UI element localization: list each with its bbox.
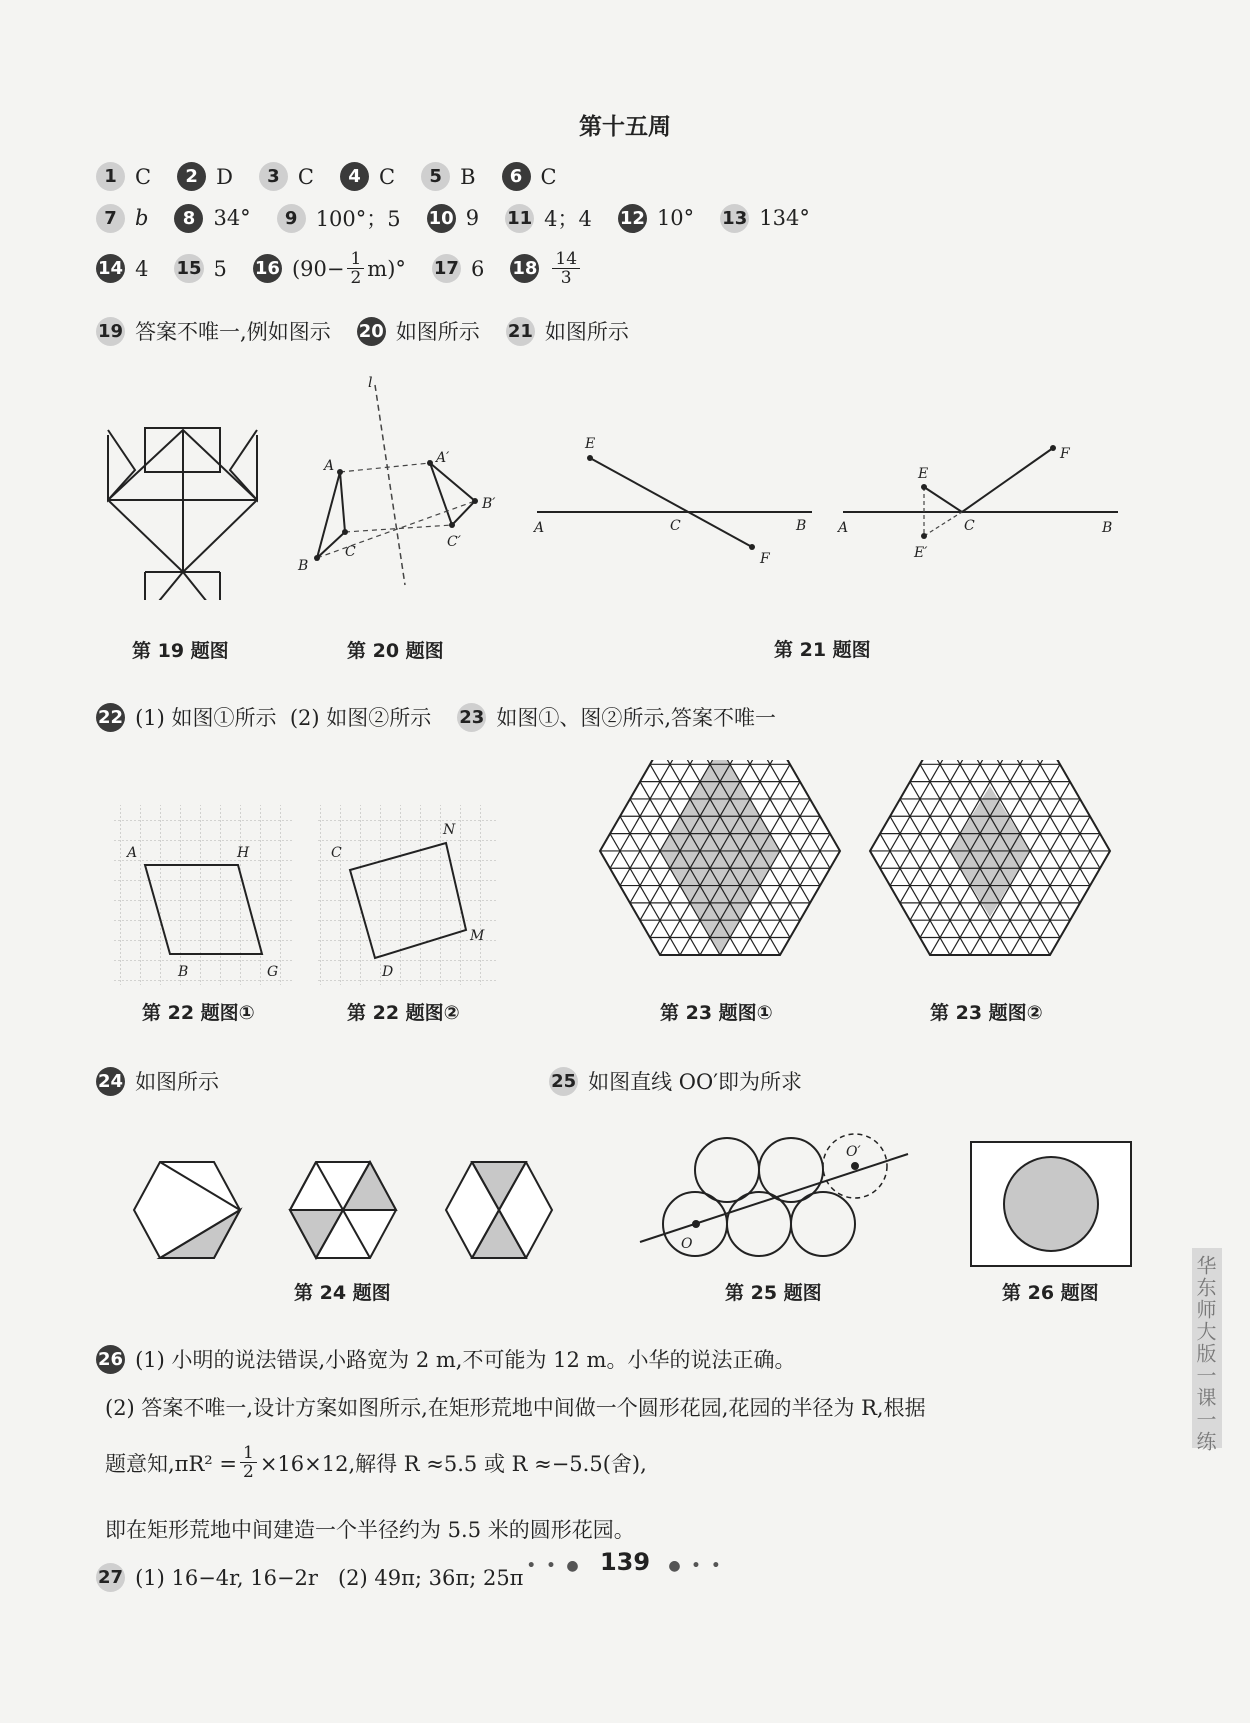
- label-M: M: [470, 928, 485, 944]
- fraction: [240, 1444, 257, 1481]
- answer-value: 如图所示: [135, 1070, 220, 1094]
- question-number: 7: [96, 204, 125, 233]
- question-number: 4: [340, 162, 369, 191]
- label-C: C: [964, 518, 975, 534]
- label-A: A: [838, 520, 849, 536]
- grid-line: [1090, 760, 1250, 1000]
- dots-right: ● • •: [668, 1558, 724, 1574]
- answer-value: D: [216, 164, 233, 189]
- answer-row-22: [96, 702, 802, 732]
- answer-value: (1) 如图①所示 (2) 如图②所示: [135, 706, 432, 730]
- label-B-prime: B′: [482, 496, 496, 512]
- question-number: 24: [96, 1067, 125, 1096]
- question-number: 13: [720, 204, 749, 233]
- figure-24c: [446, 1162, 552, 1258]
- figure-21a: [532, 436, 812, 567]
- question-number: 18: [510, 254, 539, 283]
- fraction-denominator: 3: [560, 268, 572, 288]
- caption-fig26: 第 26 题图: [1002, 1282, 1099, 1304]
- question-number: 11: [505, 204, 534, 233]
- answer-value: 134°: [759, 206, 810, 230]
- answer-value: 9: [465, 206, 480, 230]
- answer-value: 5: [213, 256, 227, 281]
- label-A: A: [127, 845, 138, 861]
- answer-26-line-3: [105, 1444, 647, 1481]
- caption-fig23a: 第 23 题图①: [660, 1002, 773, 1024]
- answer-value: (1) 16−4r, 16−2r (2) 49π; 36π; 25π: [135, 1565, 524, 1590]
- fraction-numerator: 1: [240, 1444, 257, 1463]
- formula-part-1: 题意知,πR² =: [105, 1451, 237, 1476]
- label-B: B: [178, 964, 189, 980]
- page-title: 第十五周: [579, 113, 671, 140]
- figure-19: [108, 428, 257, 600]
- grid-line: [1110, 760, 1250, 1000]
- label-C: C: [670, 518, 681, 534]
- caption-fig22a: 第 22 题图①: [142, 1002, 255, 1024]
- question-number: 17: [432, 254, 461, 283]
- fraction: [552, 250, 580, 287]
- caption-fig20: 第 20 题图: [347, 640, 444, 662]
- figure-24b: [290, 1162, 396, 1258]
- answer-value: 4；4: [544, 207, 592, 231]
- answer-value: 10°: [656, 206, 695, 230]
- fraction-numerator: 1: [347, 250, 364, 269]
- figures-row-3: [0, 1120, 1250, 1290]
- caption-fig25: 第 25 题图: [725, 1282, 822, 1304]
- label-C-prime: C′: [447, 534, 461, 550]
- answer-value: C: [540, 164, 557, 189]
- answer-row-1: [96, 162, 583, 191]
- label-D: D: [382, 964, 394, 980]
- figures-row-1: [0, 360, 1250, 600]
- question-number: 3: [259, 162, 288, 191]
- question-number: 21: [506, 317, 535, 346]
- caption-fig22b: 第 22 题图②: [347, 1002, 460, 1024]
- answer-text: (1) 小明的说法错误,小路宽为 2 m,不可能为 12 m。小华的说法正确。: [135, 1348, 796, 1372]
- label-C: C: [331, 845, 342, 861]
- answer-value: C: [135, 164, 152, 189]
- fraction-numerator: 14: [552, 250, 580, 269]
- label-O: O: [681, 1236, 693, 1252]
- answer-row-24: [96, 1066, 828, 1096]
- caption-fig24: 第 24 题图: [294, 1282, 391, 1304]
- answer-value: 4: [135, 256, 149, 281]
- label-C: C: [345, 544, 356, 560]
- question-number: 16: [253, 254, 282, 283]
- question-number: 6: [502, 162, 531, 191]
- label-A-prime: A′: [436, 450, 450, 466]
- label-A: A: [324, 458, 335, 474]
- figure-20: [297, 375, 496, 585]
- fraction-denominator: 2: [242, 1462, 254, 1482]
- question-number: 9: [277, 204, 306, 233]
- answer-value: B: [460, 164, 476, 189]
- caption-fig21: 第 21 题图: [774, 639, 871, 661]
- question-number: 1: [96, 162, 125, 191]
- answer-value: 如图所示: [544, 320, 629, 344]
- question-number: 5: [421, 162, 450, 191]
- answer-pre: (90−: [291, 256, 345, 281]
- figure-22b: [318, 805, 498, 985]
- question-number: 15: [174, 254, 203, 283]
- label-G: G: [267, 964, 279, 980]
- grid-line: [1090, 760, 1250, 1000]
- question-number: 19: [96, 317, 125, 346]
- question-number: 20: [357, 317, 386, 346]
- answer-row-4: [96, 316, 655, 346]
- answer-26-line-4: 即在矩形荒地中间建造一个半径约为 5.5 米的圆形花园。: [105, 1518, 635, 1542]
- question-number: 22: [96, 703, 125, 732]
- page-number-row: [0, 1548, 1250, 1576]
- figure-22a: [112, 805, 292, 985]
- label-B: B: [796, 518, 807, 534]
- grid-line: [1070, 760, 1250, 1000]
- grid-line: [1110, 760, 1250, 1000]
- label-A: A: [534, 520, 545, 536]
- question-number: 10: [427, 204, 456, 233]
- figure-25: [640, 1134, 908, 1256]
- caption-fig19: 第 19 题图: [132, 640, 229, 662]
- caption-fig23b: 第 23 题图②: [930, 1002, 1043, 1024]
- page-number: 139: [599, 1548, 651, 1576]
- figure-21b: [836, 445, 1118, 561]
- answer-value: 6: [470, 256, 485, 281]
- answer-26-line-1: [96, 1344, 821, 1374]
- side-tab-text: 华东师大版一课一练: [1193, 1255, 1217, 1453]
- label-l: l: [368, 375, 373, 391]
- figures-row-2: [0, 760, 1250, 1000]
- answer-26-line-2: (2) 答案不唯一,设计方案如图所示,在矩形荒地中间做一个圆形花园,花园的半径为 R,根据: [105, 1396, 926, 1420]
- answer-value: 100°；5: [315, 207, 401, 231]
- answer-value: 如图①、图②所示,答案不唯一: [496, 706, 777, 730]
- question-number: 25: [549, 1067, 578, 1096]
- label-H: H: [237, 845, 250, 861]
- question-number: 12: [618, 204, 647, 233]
- label-O-prime: O′: [846, 1144, 861, 1160]
- label-B: B: [298, 558, 309, 574]
- answer-value: C: [379, 164, 396, 189]
- formula-part-2: ×16×12,解得 R ≈5.5 或 R ≈−5.5(舍),: [259, 1451, 647, 1476]
- answer-value: 34°: [213, 206, 251, 230]
- question-number: 26: [96, 1345, 125, 1374]
- answer-value: 如图直线 OO′即为所求: [588, 1070, 803, 1094]
- dots-left: • • ●: [526, 1558, 582, 1574]
- answer-post: m)°: [367, 256, 406, 281]
- label-E: E: [585, 436, 596, 452]
- label-F: F: [760, 551, 770, 567]
- answer-value: 答案不唯一,例如图示: [135, 320, 331, 344]
- answer-value: b: [135, 206, 149, 230]
- question-number: 14: [96, 254, 125, 283]
- label-F: F: [1060, 446, 1070, 462]
- question-number: 27: [96, 1563, 125, 1592]
- answer-row-2: [96, 203, 836, 233]
- answer-value: C: [297, 164, 314, 189]
- figure-26: [971, 1142, 1131, 1266]
- answer-value: 如图所示: [395, 320, 480, 344]
- question-number: 8: [174, 204, 203, 233]
- label-N: N: [443, 822, 456, 838]
- fraction-denominator: 2: [350, 268, 362, 288]
- label-E: E: [918, 466, 929, 482]
- fraction: [347, 250, 364, 287]
- label-E-prime: E′: [914, 545, 928, 561]
- answer-row-3: [96, 250, 609, 287]
- question-number: 2: [177, 162, 206, 191]
- question-number: 23: [457, 703, 486, 732]
- label-B: B: [1102, 520, 1113, 536]
- figure-24a: [134, 1162, 240, 1258]
- grid-line: [1070, 760, 1250, 1000]
